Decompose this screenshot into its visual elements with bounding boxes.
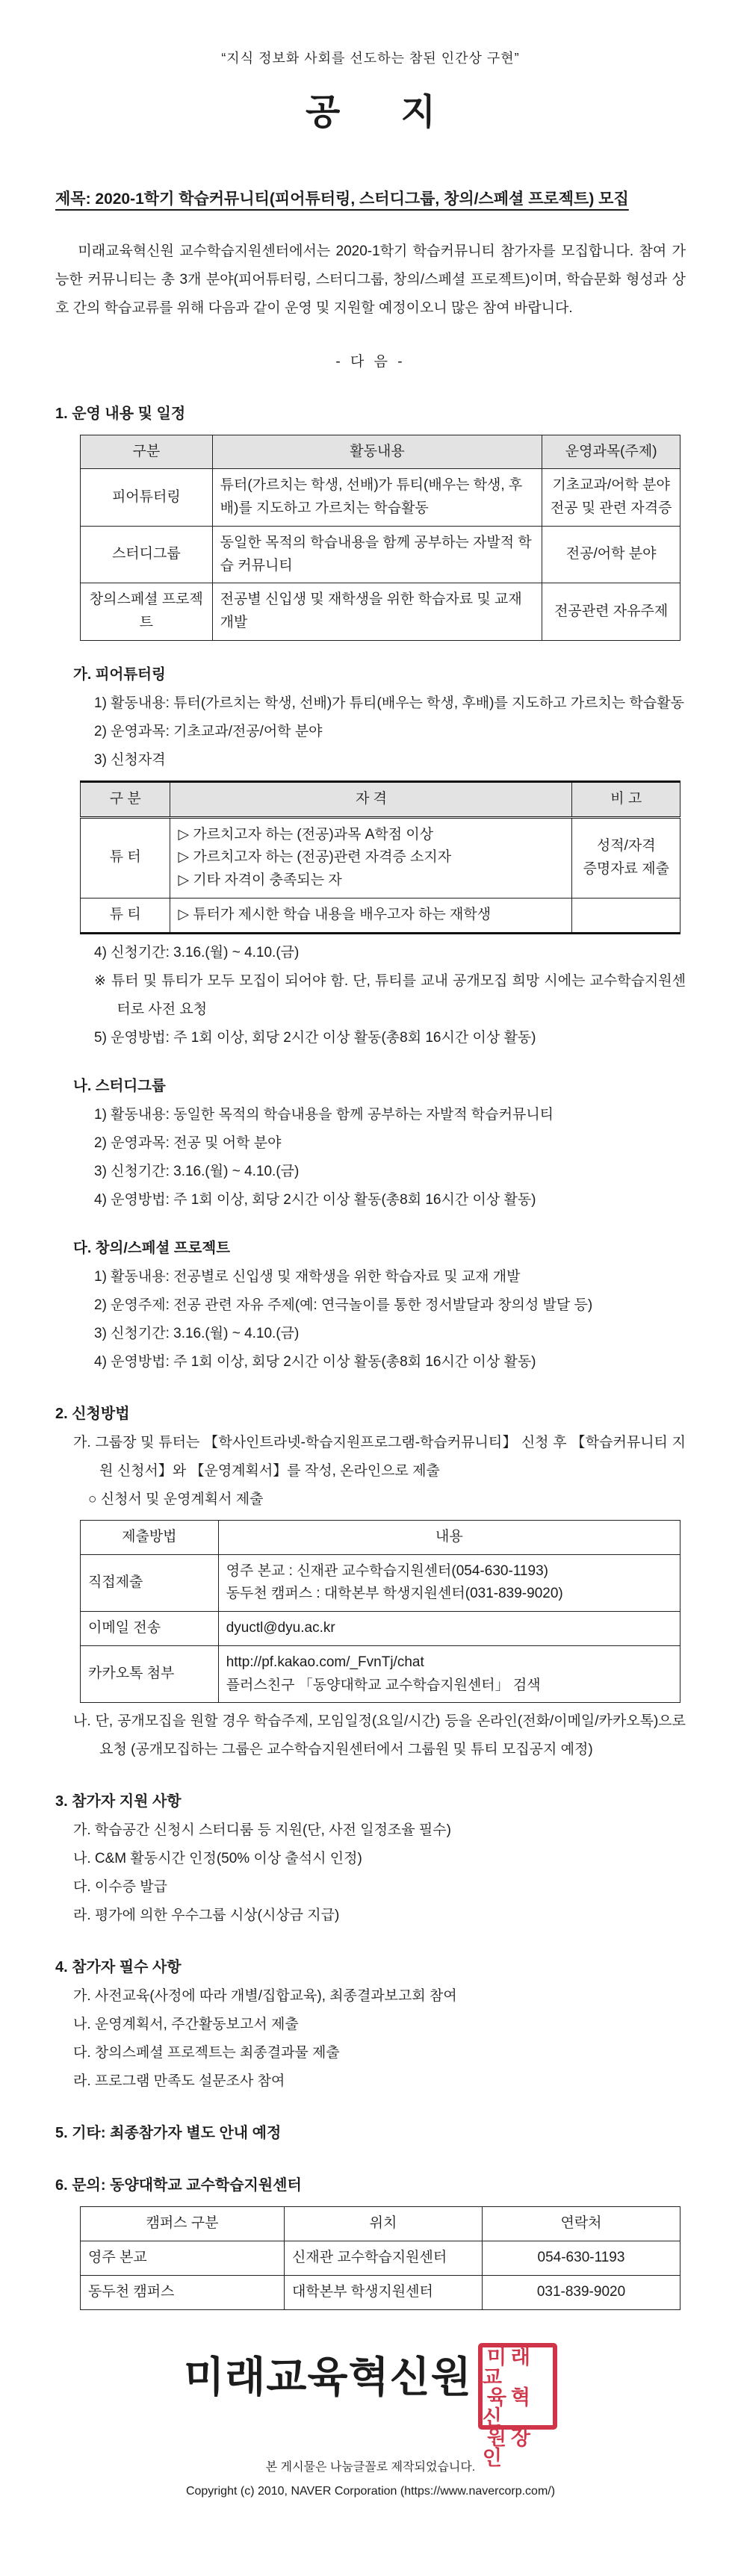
table-row — [81, 1645, 680, 1703]
table-cell: 신재관 교수학습지원센터 — [285, 2241, 483, 2276]
table-row — [81, 2275, 680, 2309]
header-cell-location: 위치 — [285, 2207, 483, 2241]
table-cell: 카카오톡 첨부 — [81, 1645, 219, 1703]
table-cell: 이메일 전송 — [81, 1612, 219, 1646]
cell-line: ▷ 기타 자격이 충족되는 자 — [178, 872, 342, 889]
section-2-heading: 2. 신청방법 — [55, 1405, 130, 1422]
table-header-row — [81, 781, 680, 817]
section-6-heading: 6. 문의: 동양대학교 교수학습지원센터 — [55, 2177, 302, 2194]
subject-title: 제목: 2020-1학기 학습커뮤니티(피어튜터링, 스터디그룹, 창의/스페셜 프로젝트) 모집 — [55, 190, 629, 208]
section-5-heading: 5. 기타: 최종참가자 별도 안내 예정 — [55, 2125, 282, 2142]
cell-line: 전공 및 관련 자격증 — [550, 500, 672, 517]
table-cell: 직접제출 — [81, 1554, 219, 1612]
table-row — [81, 1612, 680, 1646]
list-item: ○ 신청서 및 운영계획서 제출 — [88, 1491, 264, 1507]
table-cell: 스터디그룹 — [81, 526, 213, 583]
header-cell-phone: 연락처 — [483, 2207, 680, 2241]
table-row — [81, 583, 680, 641]
subsection-peer-heading: 가. 피어튜터링 — [73, 665, 166, 683]
table-header-row — [81, 1520, 680, 1554]
list-item: 1) 활동내용: 튜터(가르치는 학생, 선배)가 튜티(배우는 학생, 후배)를 지도하고 가르치는 학습활동 — [94, 695, 684, 711]
seal-text-row: 미래교 — [482, 2345, 536, 2389]
list-item: 2) 운영과목: 기초교과/전공/어학 분야 — [94, 723, 323, 739]
table-cell — [218, 1554, 680, 1612]
list-item: 나. 운영계획서, 주간활동보고서 제출 — [73, 2017, 299, 2033]
table-cell: 창의스페셜 프로젝트 — [81, 583, 213, 641]
table-cell: 튜 터 — [81, 817, 170, 898]
cell-line: http://pf.kakao.com/_FvnTj/chat — [226, 1654, 424, 1670]
table-cell: ▷ 튜터가 제시한 학습 내용을 배우고자 하는 재학생 — [170, 899, 572, 934]
table-row-tutor — [81, 817, 680, 898]
list-item: 4) 신청기간: 3.16.(월) ~ 4.10.(금) — [94, 944, 300, 960]
list-item: 나. C&M 활동시간 인정(50% 이상 출석시 인정) — [73, 1851, 362, 1867]
header-cell-qualification: 자 격 — [170, 781, 572, 817]
list-item: 2) 운영주제: 전공 관련 자유 주제(예: 연극놀이를 통한 정서발달과 창의성 발달 등) — [94, 1297, 593, 1313]
table-cell: 전공관련 자유주제 — [542, 583, 680, 641]
cell-line: 동두천 캠퍼스 : 대학본부 학생지원센터(031-839-9020) — [226, 1586, 563, 1602]
table-cell: 054-630-1193 — [483, 2241, 680, 2276]
list-item: 1) 활동내용: 동일한 목적의 학습내용을 함께 공부하는 자발적 학습커뮤니티 — [94, 1106, 554, 1123]
qualification-table — [80, 780, 680, 934]
cell-line: ▷ 가르치고자 하는 (전공)과목 A학점 이상 — [178, 826, 434, 842]
seal-text-row: 원장인 — [482, 2426, 536, 2469]
table-cell: 튜 티 — [81, 899, 170, 934]
header-cell-remark: 비 고 — [572, 781, 680, 817]
cell-line: 영주 본교 : 신재관 교수학습지원센터(054-630-1193) — [226, 1562, 548, 1579]
cell-line: ▷ 가르치고자 하는 (전공)관련 자격증 소지자 — [178, 849, 452, 866]
table-row-tutee — [81, 899, 680, 934]
list-item: 라. 평가에 의한 우수그룹 시상(시상금 지급) — [73, 1908, 340, 1924]
daeum-divider: - 다 음 - — [335, 353, 406, 370]
subsection-study-heading: 나. 스터디그룹 — [73, 1077, 166, 1094]
seal-text-row: 육혁신 — [482, 2386, 536, 2429]
submission-table — [80, 1520, 680, 1704]
list-item: 3) 신청자격 — [94, 751, 166, 768]
header-cell-activity: 활동내용 — [212, 435, 542, 469]
list-item: 3) 신청기간: 3.16.(월) ~ 4.10.(금) — [94, 1325, 300, 1341]
intro-paragraph: 미래교육혁신원 교수학습지원센터에서는 2020-1학기 학습커뮤니티 참가자를 모집합니다. 참여 가능한 커뮤니티는 총 3개 분야(피어튜터링, 스터디그룹, 창의/스페셜 프로젝트)이며, 학습문화 형성과 상호 간의 학습교류를 위해 다음과 같이 운영 및 지원할 예정이오니 많은 참여 바랍니다. — [55, 243, 686, 316]
subsection-creative-heading: 다. 창의/스페셜 프로젝트 — [73, 1239, 231, 1256]
table-cell: 031-839-9020 — [483, 2275, 680, 2309]
list-item: 4) 운영방법: 주 1회 이상, 회당 2시간 이상 활동(총8회 16시간 이상 활동) — [94, 1353, 536, 1370]
table-row — [81, 1554, 680, 1612]
header-cell-gubun: 구분 — [81, 435, 213, 469]
table-cell: 동일한 목적의 학습내용을 함께 공부하는 자발적 학습 커뮤니티 — [212, 526, 542, 583]
header-cell-gubun: 구 분 — [81, 781, 170, 817]
section-4-heading: 4. 참가자 필수 사항 — [55, 1959, 182, 1976]
list-item: 5) 운영방법: 주 1회 이상, 회당 2시간 이상 활동(총8회 16시간 이상 활동) — [94, 1029, 536, 1046]
section-1-heading: 1. 운영 내용 및 일정 — [55, 405, 186, 422]
table-cell — [218, 1645, 680, 1703]
section-3-heading: 3. 참가자 지원 사항 — [55, 1793, 182, 1810]
list-item-note: ※ 튜터 및 튜티가 모두 모집이 되어야 함. 단, 튜티를 교내 공개모집 희망 시에는 교수학습지원센터로 사전 요청 — [94, 972, 686, 1017]
cell-line: 성적/자격 — [596, 838, 656, 854]
table-cell — [170, 817, 572, 898]
notice-title: 공 지 — [305, 93, 462, 132]
table-cell: 영주 본교 — [81, 2241, 285, 2276]
table-row — [81, 526, 680, 583]
table-cell: dyuctl@dyu.ac.kr — [218, 1612, 680, 1646]
table-cell: 동두천 캠퍼스 — [81, 2275, 285, 2309]
header-cell-method: 제출방법 — [81, 1520, 219, 1554]
list-item: 4) 운영방법: 주 1회 이상, 회당 2시간 이상 활동(총8회 16시간 이상 활동) — [94, 1191, 536, 1208]
header-cell-content: 내용 — [218, 1520, 680, 1554]
table-cell: 피어튜터링 — [81, 469, 213, 527]
list-item: 나. 단, 공개모집을 원할 경우 학습주제, 모임일정(요일/시간) 등을 온라인(전화/이메일/카카오톡)으로 요청 (공개모집하는 그룹은 교수학습지원센터에서 그룹원 및 튜티 모집공지 예정) — [73, 1713, 686, 1758]
list-item: 다. 창의스페셜 프로젝트는 최종결과물 제출 — [73, 2045, 340, 2061]
list-item: 1) 활동내용: 전공별로 신입생 및 재학생을 위한 학습자료 및 교재 개발 — [94, 1268, 521, 1285]
list-item: 3) 신청기간: 3.16.(월) ~ 4.10.(금) — [94, 1163, 300, 1179]
list-item: 라. 프로그램 만족도 설문조사 참여 — [73, 2073, 285, 2090]
cell-line: 증명자료 제출 — [583, 860, 669, 877]
table-row — [81, 469, 680, 527]
list-item: 가. 학습공간 신청시 스터디룸 등 지원(단, 사전 일정조율 필수) — [73, 1822, 451, 1839]
header-cell-subject: 운영과목(주제) — [542, 435, 680, 469]
table-cell: 튜터(가르치는 학생, 선배)가 튜티(배우는 학생, 후배)를 지도하고 가르치는 학습활동 — [212, 469, 542, 527]
table-cell — [572, 899, 680, 934]
font-credit-text: 본 게시물은 나눔글꼴로 제작되었습니다. — [265, 2460, 476, 2474]
list-item: 다. 이수증 발급 — [73, 1879, 167, 1896]
table-cell: 전공별 신입생 및 재학생을 위한 학습자료 및 교재 개발 — [212, 583, 542, 641]
table-header-row — [81, 435, 680, 469]
list-item: 가. 사전교육(사정에 따라 개별/집합교육), 최종결과보고회 참여 — [73, 1988, 457, 2005]
table-cell — [542, 469, 680, 527]
header-cell-campus: 캠퍼스 구분 — [81, 2207, 285, 2241]
motto-text: “지식 정보화 사회를 선도하는 참된 인간상 구현” — [221, 51, 520, 66]
table-cell: 대학본부 학생지원센터 — [285, 2275, 483, 2309]
table-row — [81, 2241, 680, 2276]
org-seal-stamp — [478, 2343, 557, 2469]
table-cell — [572, 817, 680, 898]
copyright-text: Copyright (c) 2010, NAVER Corporation (https://www.navercorp.com/) — [185, 2485, 556, 2498]
table-cell: 전공/어학 분야 — [542, 526, 680, 583]
list-item: 2) 운영과목: 전공 및 어학 분야 — [94, 1135, 282, 1151]
org-logo-text: 미래교육혁신원 — [184, 2353, 472, 2400]
cell-line: 플러스친구 「동양대학교 교수학습지원센터」 검색 — [226, 1677, 541, 1693]
list-item: 가. 그룹장 및 튜터는 【학사인트라넷-학습지원프로그램-학습커뮤니티】 신청 후 【학습커뮤니티 지원 신청서】와 【운영계획서】를 작성, 온라인으로 제출 — [73, 1434, 686, 1479]
table-header-row — [81, 2207, 680, 2241]
cell-line: 기초교과/어학 분야 — [552, 477, 670, 494]
contact-table — [80, 2206, 680, 2309]
footer — [55, 2456, 686, 2504]
schedule-table — [80, 435, 680, 641]
